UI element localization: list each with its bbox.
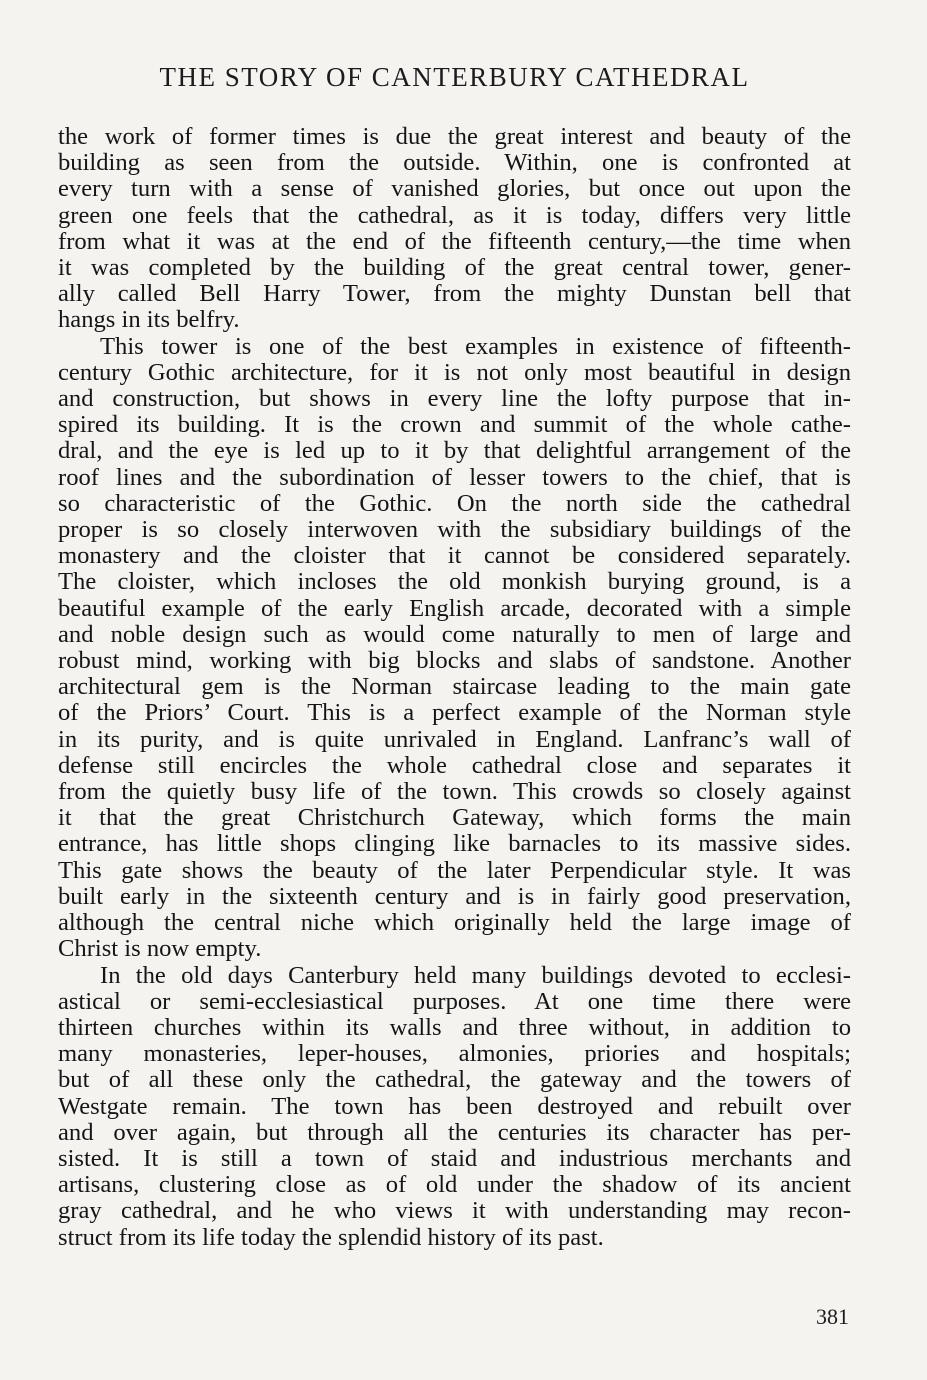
text-line: century Gothic architecture, for it is not only most beautiful in design: [58, 358, 851, 386]
text-line: In the old days Canterbury held many buildings devoted to ecclesi-: [100, 961, 851, 989]
paragraph-2: [58, 334, 851, 963]
text-line: in its purity, and is quite unrivaled in England. Lanfranc’s wall of: [58, 725, 851, 753]
text-line: but of all these only the cathedral, the gateway and the towers of: [58, 1066, 851, 1094]
text-line: it that the great Christchurch Gateway, which forms the main: [58, 804, 851, 832]
text-line: roof lines and the subordination of lesser towers to the chief, that is: [58, 463, 851, 491]
text-line: ally called Bell Harry Tower, from the mighty Dunstan bell that: [58, 280, 851, 308]
text-line: gray cathedral, and he who views it with understanding may recon-: [58, 1197, 851, 1225]
text-line: spired its building. It is the crown and summit of the whole cathe-: [58, 411, 851, 439]
text-line: This tower is one of the best examples in existence of fifteenth-: [100, 332, 851, 360]
text-line: defense still encircles the whole cathedral close and separates it: [58, 751, 851, 779]
text-line: Westgate remain. The town has been destroyed and rebuilt over: [58, 1092, 851, 1120]
text-line: and over again, but through all the centuries its character has per-: [58, 1118, 851, 1146]
text-line: proper is so closely interwoven with the subsidiary buildings of the: [58, 516, 851, 544]
text-line: astical or semi-ecclesiastical purposes. At one time there were: [58, 987, 851, 1015]
text-line: thirteen churches within its walls and three without, in addition to: [58, 1013, 851, 1041]
text-line: the work of former times is due the great interest and beauty of the: [58, 123, 851, 150]
text-line: and construction, but shows in every line the lofty purpose that in-: [58, 385, 851, 413]
text-line: and noble design such as would come naturally to men of large and: [58, 620, 851, 648]
paragraph-3: [58, 963, 851, 1251]
text-line: building as seen from the outside. Within, one is confronted at: [58, 149, 851, 177]
text-line: Christ is now empty.: [58, 935, 262, 963]
text-line: The cloister, which incloses the old monkish burying ground, is a: [58, 568, 851, 596]
text-line: monastery and the cloister that it cannot be considered separately.: [58, 542, 851, 570]
running-head: THE STORY OF CANTERBURY CATHEDRAL: [159, 62, 750, 92]
page-number: 381: [816, 1304, 849, 1329]
text-line: This gate shows the beauty of the later Perpendicular style. It was: [58, 856, 851, 884]
text-line: green one feels that the cathedral, as it is today, differs very little: [58, 201, 851, 229]
text-line: entrance, has little shops clinging like barnacles to its massive sides.: [58, 830, 851, 858]
text-line: so characteristic of the Gothic. On the north side the cathedral: [58, 489, 851, 517]
text-line: it was completed by the building of the great central tower, gener-: [58, 254, 851, 282]
text-line: sisted. It is still a town of staid and industrious merchants and: [58, 1144, 851, 1172]
text-line: dral, and the eye is led up to it by that delightful arrangement of the: [58, 437, 851, 465]
paragraph-1: [58, 124, 851, 334]
text-line: many monasteries, leper-houses, almonies, priories and hospitals;: [58, 1040, 851, 1068]
text-line: of the Priors’ Court. This is a perfect example of the Norman style: [58, 699, 851, 727]
text-line: architectural gem is the Norman staircase leading to the main gate: [58, 673, 851, 701]
text-line: built early in the sixteenth century and is in fairly good preservation,: [58, 882, 851, 910]
text-line: artisans, clustering close as of old under the shadow of its ancient: [58, 1171, 851, 1199]
text-line: hangs in its belfry.: [58, 306, 240, 334]
text-line: from the quietly busy life of the town. This crowds so closely against: [58, 778, 851, 806]
text-line: although the central niche which originally held the large image of: [58, 909, 851, 937]
body-text: [58, 124, 851, 1251]
text-line: beautiful example of the early English arcade, decorated with a simple: [58, 594, 851, 622]
text-line: robust mind, working with big blocks and slabs of sandstone. Another: [58, 647, 851, 675]
text-line: struct from its life today the splendid history of its past.: [58, 1223, 604, 1251]
text-line: from what it was at the end of the fifteenth century,—the time when: [58, 227, 851, 255]
text-line: every turn with a sense of vanished glories, but once out upon the: [58, 175, 851, 203]
